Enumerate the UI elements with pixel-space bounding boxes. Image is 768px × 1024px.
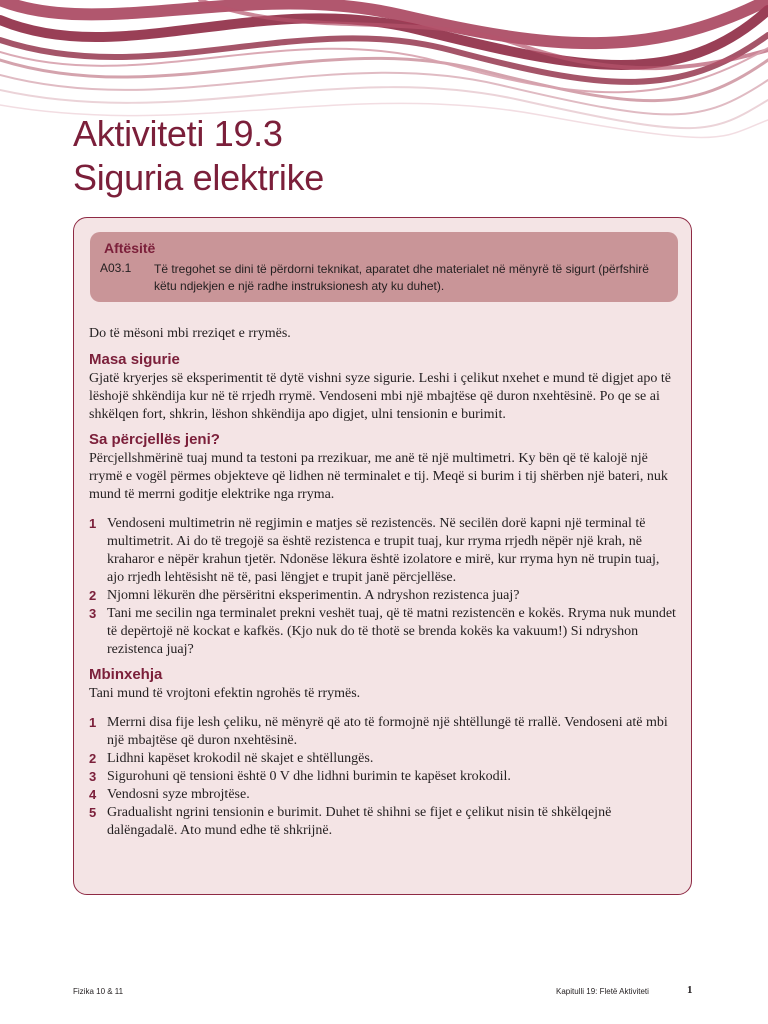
step-text: Vendosni syze mbrojtëse.	[107, 787, 250, 802]
step-text: Lidhni kapëset krokodil në skajet e shtëllungës.	[107, 751, 374, 766]
skills-box	[90, 232, 678, 302]
page-number: 1	[687, 984, 693, 996]
overheating-steps	[89, 714, 679, 840]
step-number: 1	[89, 516, 97, 531]
list-item	[89, 804, 679, 840]
footer-chapter: Kapitulli 19: Fletë Aktiviteti	[556, 987, 649, 996]
step-text: Njomni lëkurën dhe përsëritni eksperimentin. A ndryshon rezistenca juaj?	[107, 588, 520, 603]
conductors-heading: Sa përcjellës jeni?	[89, 431, 220, 448]
footer-book-title: Fizika 10 & 11	[73, 987, 124, 996]
list-item	[89, 768, 679, 786]
title-line-2: Siguria elektrike	[73, 157, 325, 198]
step-number: 2	[89, 751, 97, 766]
step-number: 2	[89, 588, 97, 603]
page-title	[73, 112, 324, 200]
step-number: 3	[89, 606, 97, 621]
step-number: 4	[89, 787, 97, 802]
overheating-heading: Mbinxehja	[89, 666, 163, 683]
skill-code: A03.1	[100, 261, 132, 275]
step-text: Tani me secilin nga terminalet prekni veshët tuaj, që të matni rezistencën e kokës. Rryma nuk mundet të depërtojë në kockat e kafkës. (Kjo nuk do të thotë se brenda kokës ka vakuum!) Si ndryshon rezistenca juaj?	[107, 606, 676, 657]
step-text: Merrni disa fije lesh çeliku, në mënyrë që ato të formojnë një shtëllungë të rrallë. Vendoseni atë mbi një mbajtëse që duron nxehtësinë.	[107, 715, 668, 748]
list-item	[89, 750, 679, 768]
list-item	[89, 515, 679, 587]
safety-heading: Masa sigurie	[89, 351, 180, 368]
step-number: 1	[89, 715, 97, 730]
list-item	[89, 786, 679, 804]
conductors-text: Përcjellshmërinë tuaj mund ta testoni pa rrezikuar, me anë të një multimetri. Ky bën që të kalojë një rrymë e vogël përmes objekteve që lidhen në terminalet e tij. Meqë si burim i tij shërben një bateri, nuk mund të merrni goditje elektrike nga rryma.	[89, 451, 668, 502]
step-text: Vendoseni multimetrin në regjimin e matjes së rezistencës. Në secilën dorë kapni një terminal të multimetrit. Ai do të tregojë sa është rezistenca e trupit tuaj, kur rryma rrjedh nëpër një krah, në kraharor e nëpër krahun tjetër. Ndonëse lëkura është izolatore e mirë, kur rryma hyn në trupin tuaj, ajo rrjedh lehtësisht në të, pasi lëngjet e trupit janë përcjellëse.	[107, 516, 660, 585]
list-item	[89, 605, 679, 659]
conductors-steps	[89, 515, 679, 659]
list-item	[89, 714, 679, 750]
step-text: Sigurohuni që tensioni është 0 V dhe lidhni burimin te kapëset krokodil.	[107, 769, 511, 784]
activity-content	[89, 325, 679, 840]
list-item	[89, 587, 679, 605]
skills-heading: Aftësitë	[104, 240, 156, 256]
overheating-text: Tani mund të vrojtoni efektin ngrohës të rrymës.	[89, 686, 361, 701]
intro-text: Do të mësoni mbi rreziqet e rrymës.	[89, 326, 291, 341]
skill-description: Të tregohet se dini të përdorni teknikat, aparatet dhe materialet në mënyrë të sigurt (përfshirë këtu ndjekjen e një radhe instruksionesh aty ku duhet).	[154, 262, 649, 293]
step-text: Gradualisht ngrini tensionin e burimit. Duhet të shihni se fijet e çelikut nisin të shkëlqejnë dalëngadalë. Ato mund edhe të shkrijnë.	[107, 805, 612, 838]
safety-text: Gjatë kryerjes së eksperimentit të dytë vishni syze sigurie. Leshi i çelikut nxehet e mund të digjet apo të lëshojë shkëndija kur në të rrjedh rrymë. Vendoseni mbi një mbajtëse që duron nxehtësinë. Po qe se ai shkëlqen fort, shkrin, lëshon shkëndija apo digjet, ulni tensionin e burimit.	[89, 371, 671, 422]
title-line-1: Aktiviteti 19.3	[73, 113, 283, 154]
step-number: 3	[89, 769, 97, 784]
step-number: 5	[89, 805, 97, 820]
